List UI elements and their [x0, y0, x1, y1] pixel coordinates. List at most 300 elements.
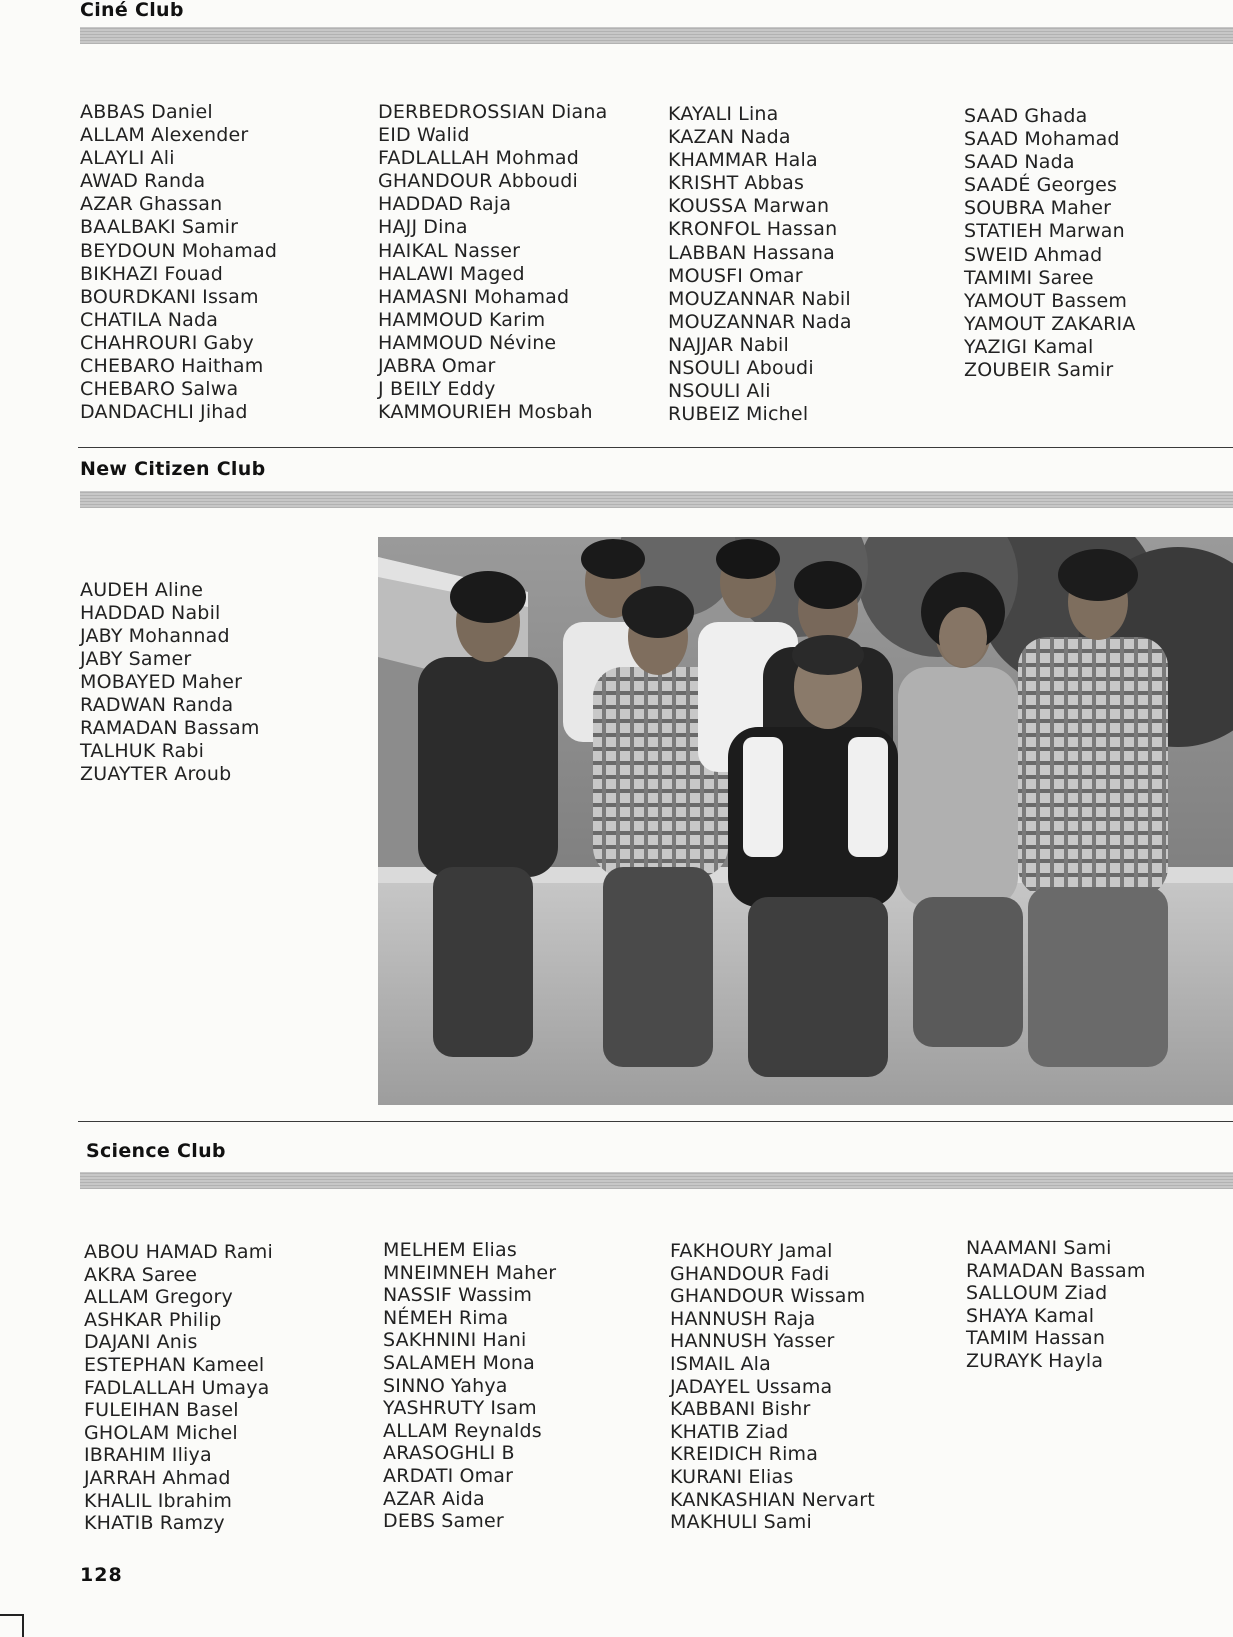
member-first-name: Nabil: [801, 287, 851, 310]
member-first-name: Karim: [488, 308, 546, 331]
member-first-name: Kameel: [192, 1353, 265, 1376]
member-name: [383, 1262, 556, 1285]
member-first-name: Yasser: [773, 1330, 835, 1353]
member-last-name: FADLALLAH: [378, 147, 490, 170]
member-last-name: ZUAYTER: [80, 763, 169, 785]
member-last-name: SALAMEH: [383, 1351, 477, 1374]
new-citizen-club-title: New Citizen Club: [80, 458, 266, 480]
member-last-name: SHAYA: [966, 1304, 1028, 1327]
member-first-name: Rami: [223, 1241, 273, 1263]
member-last-name: JARRAH: [84, 1466, 157, 1489]
member-first-name: Aline: [154, 579, 204, 601]
member-last-name: MAKHULI: [670, 1511, 758, 1534]
member-last-name: NASSIF: [383, 1284, 453, 1307]
member-first-name: Raja: [773, 1307, 816, 1330]
member-last-name: LABBAN: [668, 241, 747, 264]
member-name: [966, 1350, 1146, 1373]
member-first-name: Saree: [1038, 266, 1094, 289]
member-last-name: ALAYLI: [80, 147, 145, 170]
member-name: [964, 174, 1136, 197]
member-name: [383, 1284, 556, 1307]
member-last-name: SAAD: [964, 151, 1019, 174]
member-name: [378, 193, 607, 216]
member-first-name: Ramzy: [159, 1512, 225, 1535]
member-last-name: HAIKAL: [378, 239, 448, 262]
member-name: [80, 147, 277, 170]
member-name: [964, 220, 1136, 243]
member-name: [84, 1331, 273, 1354]
member-last-name: ALLAM: [80, 124, 145, 147]
member-name: [964, 128, 1136, 151]
member-first-name: Jihad: [200, 401, 248, 424]
member-first-name: Mohamad: [181, 239, 278, 262]
member-last-name: KHATIB: [670, 1420, 740, 1443]
member-first-name: Gaby: [203, 331, 254, 354]
member-first-name: Gregory: [155, 1286, 233, 1309]
member-first-name: Fadi: [790, 1262, 830, 1285]
member-first-name: Philip: [168, 1308, 222, 1331]
member-first-name: Ala: [740, 1352, 771, 1375]
member-last-name: SAAD: [964, 128, 1019, 151]
member-last-name: GHANDOUR: [670, 1262, 785, 1285]
member-name: [668, 311, 852, 334]
member-first-name: Mohannad: [128, 625, 230, 647]
member-last-name: NAJJAR: [668, 333, 734, 356]
science-club-column-2: [383, 1239, 556, 1533]
member-last-name: BAALBAKI: [80, 216, 176, 239]
new-citizen-club-header-band: [80, 491, 1233, 508]
member-last-name: DEBS: [383, 1510, 436, 1533]
member-name: [383, 1442, 556, 1465]
member-last-name: AZAR: [383, 1487, 437, 1510]
member-first-name: Nabil: [171, 602, 221, 624]
member-name: [84, 1309, 273, 1332]
member-last-name: CHEBARO: [80, 378, 176, 401]
member-name: [383, 1488, 556, 1511]
member-name: [964, 197, 1136, 220]
member-first-name: Omar: [441, 355, 496, 378]
member-last-name: AUDEH: [80, 579, 149, 601]
member-first-name: Jamal: [778, 1240, 833, 1262]
member-name: [80, 740, 260, 763]
cine-club-column-4: [964, 105, 1136, 382]
member-first-name: Nada: [801, 310, 852, 333]
member-name: [378, 309, 607, 332]
member-name: [383, 1307, 556, 1330]
member-last-name: CHEBARO: [80, 355, 176, 378]
member-name: [964, 359, 1136, 382]
member-name: [966, 1305, 1146, 1328]
member-name: [378, 263, 607, 286]
club-group-photo: [378, 537, 1233, 1105]
member-last-name: HANNUSH: [670, 1330, 768, 1353]
member-first-name: Hassan: [766, 218, 838, 241]
member-last-name: SWEID: [964, 243, 1029, 266]
member-name: [378, 401, 607, 424]
member-first-name: Diana: [551, 101, 608, 123]
science-club-header-band: [80, 1172, 1233, 1189]
member-first-name: Maher: [495, 1261, 557, 1284]
member-first-name: Hani: [482, 1329, 527, 1352]
member-name: [80, 101, 277, 124]
member-name: [670, 1466, 875, 1489]
member-name: [84, 1264, 273, 1287]
member-last-name: FADLALLAH: [84, 1376, 196, 1399]
new-citizen-club-divider: [78, 1121, 1233, 1122]
member-last-name: KHATIB: [84, 1512, 154, 1535]
member-last-name: KABBANI: [670, 1398, 756, 1421]
member-first-name: Alexender: [151, 124, 249, 147]
member-last-name: EID: [378, 124, 411, 147]
member-first-name: Daniel: [151, 101, 213, 123]
member-first-name: Wissam: [790, 1285, 866, 1308]
member-name: [670, 1240, 875, 1263]
member-name: [80, 124, 277, 147]
member-first-name: Mosbah: [517, 401, 593, 424]
member-first-name: Ghada: [1024, 105, 1088, 127]
science-club-column-4: [966, 1237, 1146, 1373]
member-last-name: RADWAN: [80, 694, 167, 716]
member-first-name: Rima: [458, 1306, 509, 1329]
member-name: [966, 1282, 1146, 1305]
member-last-name: TAMIMI: [964, 266, 1033, 289]
member-first-name: Marwan: [752, 195, 830, 218]
member-last-name: RAMADAN: [966, 1259, 1064, 1282]
member-name: [383, 1329, 556, 1352]
member-name: [383, 1465, 556, 1488]
member-first-name: Isam: [490, 1397, 537, 1420]
member-name: [80, 378, 277, 401]
member-name: [378, 378, 607, 401]
member-first-name: Ussama: [755, 1375, 833, 1398]
member-name: [670, 1511, 875, 1534]
member-last-name: DANDACHLI: [80, 401, 195, 424]
member-name: [966, 1260, 1146, 1283]
member-first-name: Hassana: [752, 241, 835, 264]
member-first-name: Ali: [746, 380, 771, 403]
member-first-name: Issam: [202, 285, 259, 308]
member-name: [378, 170, 607, 193]
member-first-name: Mohamad: [1024, 128, 1120, 151]
member-name: [668, 195, 852, 218]
member-first-name: Elias: [471, 1239, 517, 1261]
member-first-name: Omar: [459, 1464, 514, 1487]
member-last-name: KHALIL: [84, 1489, 152, 1512]
member-first-name: Lina: [738, 103, 779, 125]
member-name: [383, 1239, 556, 1262]
member-first-name: Abboudi: [498, 170, 579, 193]
member-last-name: DERBEDROSSIAN: [378, 101, 546, 123]
member-first-name: Walid: [416, 124, 470, 147]
member-first-name: ZAKARIA: [1051, 312, 1136, 335]
member-name: [84, 1286, 273, 1309]
member-last-name: KRISHT: [668, 172, 739, 195]
member-first-name: Nada: [167, 308, 219, 331]
member-last-name: SINNO: [383, 1374, 446, 1397]
member-last-name: MOUZANNAR: [668, 310, 796, 333]
member-name: [80, 193, 277, 216]
member-last-name: KANKASHIAN: [670, 1488, 796, 1511]
member-name: [80, 694, 260, 717]
member-last-name: GHANDOUR: [378, 170, 493, 193]
member-name: [670, 1308, 875, 1331]
member-first-name: Elias: [748, 1465, 794, 1488]
member-name: [80, 717, 260, 740]
member-last-name: HALAWI: [378, 262, 454, 285]
member-last-name: MELHEM: [383, 1239, 466, 1261]
member-last-name: ISMAIL: [670, 1352, 735, 1375]
member-first-name: Samir: [181, 216, 239, 239]
member-last-name: ABOU HAMAD: [84, 1241, 218, 1263]
member-name: [670, 1330, 875, 1353]
member-first-name: Névine: [488, 331, 557, 354]
member-name: [668, 126, 852, 149]
member-first-name: Basel: [186, 1399, 239, 1422]
member-last-name: ARDATI: [383, 1464, 454, 1487]
member-name: [668, 380, 852, 403]
member-first-name: Ghassan: [139, 193, 223, 216]
member-first-name: Samer: [441, 1510, 504, 1533]
crop-mark: [0, 1614, 24, 1637]
member-last-name: AWAD: [80, 170, 139, 193]
member-name: [670, 1353, 875, 1376]
member-first-name: Aida: [442, 1487, 485, 1510]
science-club-column-3: [670, 1240, 875, 1534]
member-first-name: Nabil: [739, 333, 789, 356]
member-first-name: Nada: [1024, 151, 1075, 174]
member-last-name: HADDAD: [80, 602, 166, 624]
member-first-name: Fouad: [164, 262, 224, 285]
member-name: [80, 240, 277, 263]
member-last-name: SAADÉ: [964, 174, 1031, 197]
member-last-name: BEYDOUN: [80, 239, 176, 262]
member-first-name: Abbas: [744, 172, 805, 195]
member-first-name: Iliya: [171, 1444, 212, 1467]
member-name: [668, 172, 852, 195]
member-last-name: IBRAHIM: [84, 1444, 166, 1467]
member-first-name: Rima: [768, 1443, 819, 1466]
member-first-name: Saree: [141, 1263, 198, 1286]
member-last-name: AKRA: [84, 1263, 136, 1286]
member-name: [670, 1376, 875, 1399]
member-name: [80, 648, 260, 671]
member-name: [378, 216, 607, 239]
member-name: [80, 332, 277, 355]
member-first-name: Samer: [128, 648, 192, 670]
member-last-name: MNEIMNEH: [383, 1261, 490, 1284]
member-last-name: KOUSSA: [668, 195, 747, 218]
member-name: [668, 288, 852, 311]
member-first-name: Salwa: [181, 378, 239, 401]
member-name: [80, 263, 277, 286]
member-last-name: MOBAYED: [80, 671, 176, 693]
member-name: [84, 1377, 273, 1400]
member-name: [84, 1422, 273, 1445]
member-first-name: Nervart: [801, 1488, 875, 1511]
member-name: [383, 1510, 556, 1533]
member-first-name: Mohamad: [473, 285, 570, 308]
member-last-name: KAZAN: [668, 126, 735, 149]
member-last-name: KAMMOURIEH: [378, 401, 512, 424]
member-name: [383, 1352, 556, 1375]
member-name: [80, 401, 277, 424]
member-name: [964, 313, 1136, 336]
member-name: [966, 1237, 1146, 1260]
member-first-name: Ziad: [1064, 1282, 1108, 1305]
member-name: [80, 579, 260, 602]
member-first-name: Reynalds: [454, 1419, 542, 1442]
member-name: [670, 1489, 875, 1512]
member-last-name: SAKHNINI: [383, 1329, 477, 1352]
member-name: [964, 244, 1136, 267]
member-first-name: Yahya: [451, 1374, 508, 1397]
member-last-name: HAMMOUD: [378, 331, 483, 354]
science-club-title: Science Club: [86, 1140, 226, 1162]
member-last-name: AZAR: [80, 193, 134, 216]
new-citizen-club-members: [80, 579, 260, 786]
member-last-name: KREIDICH: [670, 1443, 763, 1466]
member-first-name: Michel: [745, 403, 809, 426]
member-last-name: CHATILA: [80, 308, 162, 331]
member-last-name: MOUSFI: [668, 264, 744, 287]
member-first-name: Kamal: [1033, 335, 1094, 358]
member-last-name: YAMOUT: [964, 312, 1046, 335]
member-first-name: Dina: [423, 216, 468, 239]
member-name: [80, 625, 260, 648]
member-name: [668, 334, 852, 357]
member-last-name: MOUZANNAR: [668, 287, 796, 310]
member-name: [84, 1444, 273, 1467]
member-last-name: KRONFOL: [668, 218, 761, 241]
member-first-name: Maher: [1050, 197, 1112, 220]
member-first-name: Bishr: [761, 1398, 811, 1421]
member-name: [964, 267, 1136, 290]
member-last-name: ZURAYK: [966, 1349, 1043, 1372]
member-last-name: BIKHAZI: [80, 262, 159, 285]
cine-club-column-3: [668, 103, 852, 426]
member-name: [84, 1354, 273, 1377]
member-last-name: SOUBRA: [964, 197, 1045, 220]
member-last-name: JABY: [80, 625, 123, 647]
member-first-name: Kamal: [1034, 1304, 1095, 1327]
member-first-name: Georges: [1036, 174, 1118, 197]
member-name: [84, 1490, 273, 1513]
member-last-name: KAYALI: [668, 103, 733, 125]
member-last-name: YAMOUT: [964, 289, 1046, 312]
member-name: [668, 242, 852, 265]
member-first-name: Maged: [459, 262, 525, 285]
member-name: [80, 216, 277, 239]
member-last-name: TAMIM: [966, 1327, 1029, 1350]
member-first-name: B: [501, 1442, 515, 1465]
member-first-name: Haitham: [181, 355, 264, 378]
member-last-name: SALLOUM: [966, 1282, 1059, 1305]
member-first-name: Mona: [482, 1351, 536, 1374]
science-club-column-1: [84, 1241, 273, 1535]
cine-club-column-2: [378, 101, 607, 424]
member-first-name: Samir: [1057, 359, 1114, 382]
member-name: [378, 147, 607, 170]
member-name: [378, 286, 607, 309]
member-last-name: STATIEH: [964, 220, 1043, 243]
member-first-name: Hayla: [1048, 1349, 1104, 1372]
member-name: [80, 286, 277, 309]
member-name: [668, 218, 852, 241]
member-name: [668, 403, 852, 426]
member-name: [80, 763, 260, 786]
cine-club-title: Ciné Club: [80, 0, 184, 21]
member-first-name: Umaya: [201, 1376, 270, 1399]
member-last-name: NSOULI: [668, 357, 741, 380]
member-name: [668, 103, 852, 126]
member-first-name: Raja: [469, 193, 512, 216]
member-name: [383, 1420, 556, 1443]
member-first-name: Anis: [156, 1331, 198, 1354]
member-first-name: Randa: [144, 170, 206, 193]
member-last-name: YASHRUTY: [383, 1397, 485, 1420]
member-first-name: Michel: [175, 1421, 238, 1444]
member-last-name: JABRA: [378, 355, 436, 378]
member-last-name: NSOULI: [668, 380, 741, 403]
member-last-name: JABY: [80, 648, 123, 670]
member-name: [84, 1467, 273, 1490]
member-first-name: Ahmad: [1034, 243, 1103, 266]
member-last-name: DAJANI: [84, 1331, 151, 1354]
member-name: [80, 170, 277, 193]
member-name: [378, 124, 607, 147]
member-last-name: HAMMOUD: [378, 308, 483, 331]
member-last-name: FAKHOURY: [670, 1240, 773, 1262]
member-first-name: Ziad: [745, 1420, 789, 1443]
member-last-name: GHANDOUR: [670, 1285, 785, 1308]
page-number: 128: [80, 1564, 123, 1586]
member-first-name: Hala: [774, 149, 818, 172]
member-name: [80, 602, 260, 625]
member-name: [670, 1421, 875, 1444]
member-first-name: Aboudi: [746, 357, 814, 380]
member-name: [383, 1397, 556, 1420]
member-first-name: Ibrahim: [157, 1489, 233, 1512]
member-first-name: Ali: [150, 147, 175, 170]
member-last-name: SAAD: [964, 105, 1019, 127]
member-name: [670, 1285, 875, 1308]
member-first-name: Mohmad: [495, 147, 580, 170]
member-last-name: J BEILY: [378, 378, 442, 401]
member-first-name: Wassim: [458, 1284, 533, 1307]
member-last-name: KHAMMAR: [668, 149, 769, 172]
member-last-name: ARASOGHLI: [383, 1442, 496, 1465]
member-first-name: Omar: [749, 264, 803, 287]
member-first-name: Sami: [1063, 1237, 1112, 1259]
member-first-name: Bassem: [1051, 289, 1128, 312]
member-name: [670, 1443, 875, 1466]
member-first-name: Aroub: [174, 763, 232, 785]
member-last-name: BOURDKANI: [80, 285, 197, 308]
member-first-name: Rabi: [161, 740, 205, 762]
member-name: [378, 240, 607, 263]
member-name: [670, 1398, 875, 1421]
member-last-name: HADDAD: [378, 193, 464, 216]
member-name: [966, 1327, 1146, 1350]
member-last-name: KURANI: [670, 1465, 743, 1488]
member-name: [964, 151, 1136, 174]
member-name: [378, 101, 607, 124]
member-last-name: ABBAS: [80, 101, 146, 123]
member-last-name: YAZIGI: [964, 335, 1028, 358]
member-last-name: NÉMEH: [383, 1306, 453, 1329]
member-name: [964, 336, 1136, 359]
cine-club-header-band: [80, 27, 1233, 44]
